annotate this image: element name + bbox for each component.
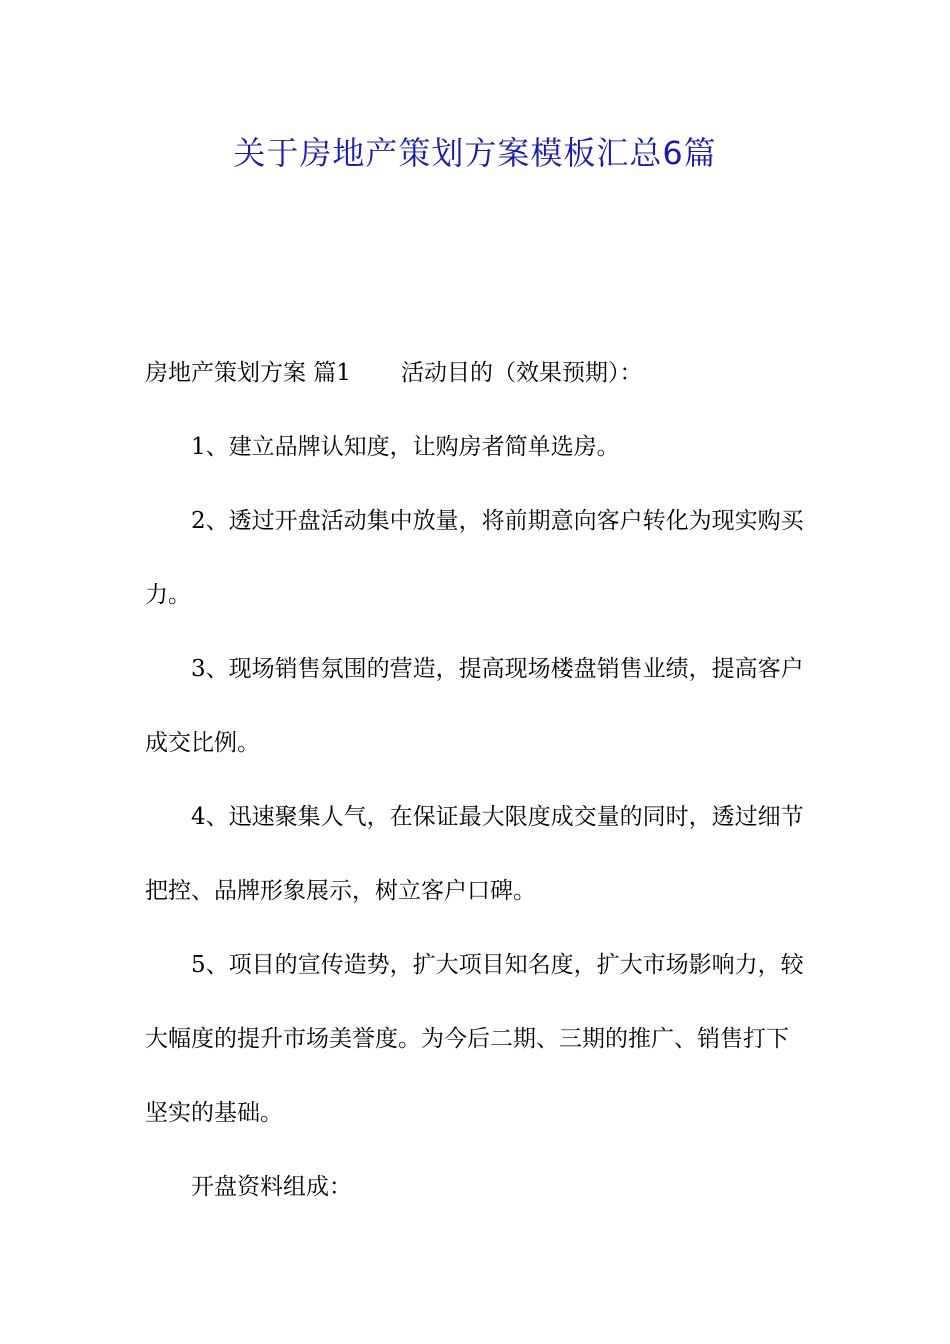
paragraph-1: 1、建立品牌认知度，让购房者简单选房。 <box>191 434 620 460</box>
section-heading-line <box>145 336 810 410</box>
paragraph-4: 4、迅速聚集人气，在保证最大限度成交量的同时，透过细节把控、品牌形象展示，树立客户口碑。 <box>145 804 804 904</box>
paragraph-3: 3、现场销售氛围的营造，提高现场楼盘销售业绩，提高客户成交比例。 <box>145 656 804 756</box>
purpose-heading: 活动目的（效果预期）： <box>400 360 643 386</box>
document-body <box>145 336 810 1224</box>
document-title: 关于房地产策划方案模板汇总6篇 <box>233 134 717 172</box>
paragraph-2: 2、透过开盘活动集中放量，将前期意向客户转化为现实购买力。 <box>145 508 804 608</box>
section-heading: 房地产策划方案 篇1 <box>145 360 351 386</box>
paragraph-6: 开盘资料组成： <box>191 1174 352 1200</box>
paragraph-5: 5、项目的宣传造势，扩大项目知名度，扩大市场影响力，较大幅度的提升市场美誉度。为今后二期、三期的推广、销售打下坚实的基础。 <box>145 952 804 1126</box>
